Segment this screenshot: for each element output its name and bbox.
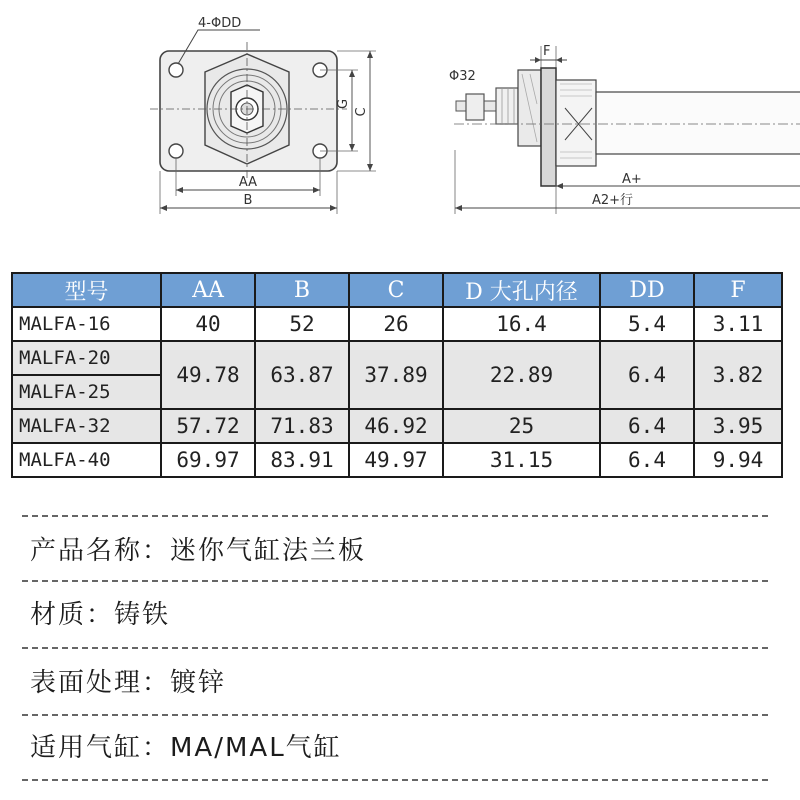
divider bbox=[22, 647, 768, 649]
a-arrow-left bbox=[556, 183, 563, 189]
aa-arrow-right bbox=[313, 187, 320, 193]
hole-callout-text: 4-ΦDD bbox=[198, 16, 242, 31]
cell-aa: 40 bbox=[161, 307, 255, 341]
cell-f: 3.82 bbox=[694, 341, 782, 409]
cell-dd: 5.4 bbox=[600, 307, 694, 341]
mounting-hole-tl bbox=[169, 63, 183, 77]
material-text: 材质：铸铁 bbox=[30, 600, 171, 630]
c-arrow-bottom bbox=[367, 164, 373, 171]
cell-c: 26 bbox=[349, 307, 443, 341]
cell-model: MALFA-16 bbox=[12, 307, 161, 341]
cell-d: 16.4 bbox=[443, 307, 600, 341]
cell-b: 52 bbox=[255, 307, 349, 341]
cell-aa: 49.78 bbox=[161, 341, 255, 409]
aa-arrow-left bbox=[176, 187, 183, 193]
table-row bbox=[12, 409, 782, 443]
cell-d: 25 bbox=[443, 409, 600, 443]
col-header-aa: AA bbox=[161, 273, 255, 307]
dim-a-label: A+ bbox=[622, 172, 642, 187]
divider bbox=[22, 779, 768, 781]
mounting-hole-bl bbox=[169, 144, 183, 158]
surface-treatment-text: 表面处理：镀锌 bbox=[30, 668, 227, 698]
side-view-drawing bbox=[448, 38, 800, 218]
cell-b: 71.83 bbox=[255, 409, 349, 443]
product-name-text: 产品名称：迷你气缸法兰板 bbox=[30, 536, 367, 566]
col-header-f: F bbox=[694, 273, 782, 307]
col-header-dd: DD bbox=[600, 273, 694, 307]
dim-a2-label: A2+行 bbox=[592, 193, 634, 208]
table-row bbox=[12, 443, 782, 477]
cell-b: 63.87 bbox=[255, 341, 349, 409]
g-arrow-top bbox=[349, 70, 355, 77]
divider bbox=[22, 515, 768, 517]
cell-b: 83.91 bbox=[255, 443, 349, 477]
dim-g-label: G bbox=[336, 98, 351, 110]
cell-c: 46.92 bbox=[349, 409, 443, 443]
col-header-model: 型号 bbox=[12, 273, 161, 307]
bore-diameter-label: Φ32 bbox=[449, 69, 476, 84]
table-row bbox=[12, 307, 782, 341]
cell-d: 31.15 bbox=[443, 443, 600, 477]
col-header-c: C bbox=[349, 273, 443, 307]
flange-plate-section bbox=[541, 68, 556, 186]
cell-aa: 69.97 bbox=[161, 443, 255, 477]
cell-f: 3.95 bbox=[694, 409, 782, 443]
cell-model: MALFA-25 bbox=[12, 375, 161, 409]
dim-c-label: C bbox=[354, 107, 369, 117]
cell-c: 49.97 bbox=[349, 443, 443, 477]
col-header-d: D 大孔内径 bbox=[443, 273, 600, 307]
f-arrow-right bbox=[556, 57, 562, 63]
applicable-cylinder-text: 适用气缸：MA/MAL气缸 bbox=[30, 733, 342, 763]
a2-arrow-left bbox=[455, 205, 462, 211]
cell-aa: 57.72 bbox=[161, 409, 255, 443]
b-arrow-right bbox=[330, 205, 337, 211]
c-arrow-top bbox=[367, 51, 373, 58]
dim-b-label: B bbox=[243, 193, 253, 208]
cell-model: MALFA-40 bbox=[12, 443, 161, 477]
dim-f-label: F bbox=[543, 44, 551, 59]
spec-table bbox=[11, 272, 783, 478]
rod-lock-nut bbox=[466, 94, 484, 120]
col-header-b: B bbox=[255, 273, 349, 307]
b-arrow-left bbox=[160, 205, 167, 211]
dim-aa-label: AA bbox=[238, 175, 258, 190]
divider bbox=[22, 714, 768, 716]
cell-dd: 6.4 bbox=[600, 341, 694, 409]
cell-dd: 6.4 bbox=[600, 443, 694, 477]
divider bbox=[22, 580, 768, 582]
rod-end-nut bbox=[496, 88, 518, 124]
cell-dd: 6.4 bbox=[600, 409, 694, 443]
cell-f: 9.94 bbox=[694, 443, 782, 477]
cell-model: MALFA-20 bbox=[12, 341, 161, 375]
table-row bbox=[12, 341, 782, 375]
cylinder-head bbox=[556, 80, 596, 166]
cell-model: MALFA-32 bbox=[12, 409, 161, 443]
front-view-drawing bbox=[140, 10, 390, 220]
cell-d: 22.89 bbox=[443, 341, 600, 409]
g-arrow-bottom bbox=[349, 144, 355, 151]
cell-f: 3.11 bbox=[694, 307, 782, 341]
cylinder-barrel bbox=[596, 92, 800, 154]
table-header-row bbox=[12, 273, 782, 307]
f-arrow-left bbox=[535, 57, 541, 63]
cell-c: 37.89 bbox=[349, 341, 443, 409]
